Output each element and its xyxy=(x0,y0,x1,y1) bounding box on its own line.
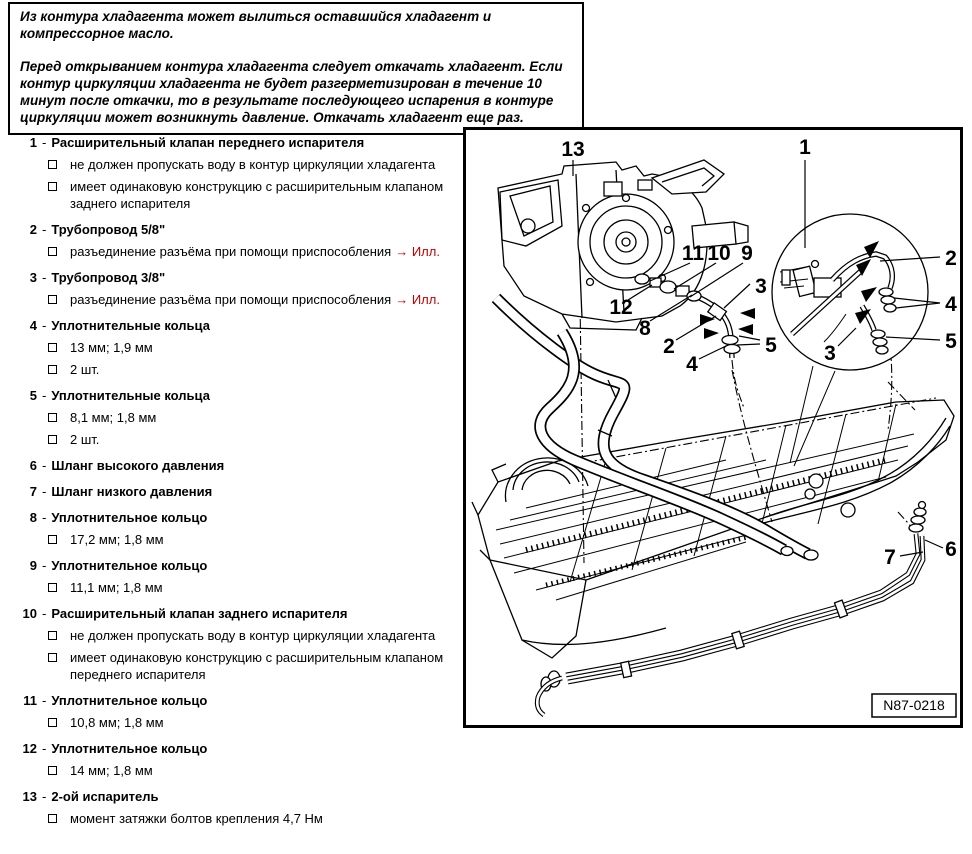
item-subs xyxy=(20,762,458,779)
item-subs xyxy=(20,339,458,378)
item-title: Шланг высокого давления xyxy=(51,458,225,473)
parts-list-item xyxy=(20,788,458,827)
callout-13: 13 xyxy=(561,138,585,161)
item-subs xyxy=(20,579,458,596)
item-title: Уплотнительное кольцо xyxy=(51,693,208,708)
callout-3-detail: 3 xyxy=(824,342,836,365)
square-bullet-icon xyxy=(48,160,57,169)
square-bullet-icon xyxy=(48,583,57,592)
item-number: 9 xyxy=(29,558,37,573)
item-head xyxy=(20,557,458,574)
callout-2-detail: 2 xyxy=(945,247,957,270)
parts-list-item xyxy=(20,317,458,378)
item-head xyxy=(20,269,458,286)
callout-7: 7 xyxy=(884,546,896,569)
item-dash: - xyxy=(42,510,47,525)
sub-text: имеет одинаковую конструкцию с расширительным клапаном заднего испарителя xyxy=(70,179,444,211)
item-dash: - xyxy=(42,606,47,621)
parts-list-item xyxy=(20,692,458,731)
item-dash: - xyxy=(42,693,47,708)
callout-8: 8 xyxy=(639,317,651,340)
sub-item xyxy=(48,531,458,548)
item-dash: - xyxy=(42,270,47,285)
item-subs xyxy=(20,409,458,448)
item-head xyxy=(20,692,458,709)
item-number: 11 xyxy=(23,693,37,708)
item-dash: - xyxy=(42,318,47,333)
parts-list-item xyxy=(20,605,458,683)
item-head xyxy=(20,134,458,151)
callout-9: 9 xyxy=(741,242,753,265)
item-number: 3 xyxy=(29,270,37,285)
item-number: 6 xyxy=(29,458,37,473)
item-number: 12 xyxy=(22,741,37,756)
item-number: 2 xyxy=(29,222,37,237)
ac-system-diagram xyxy=(466,130,960,725)
sub-item xyxy=(48,243,458,260)
parts-list-item xyxy=(20,221,458,260)
item-title: Уплотнительные кольца xyxy=(51,318,210,333)
square-bullet-icon xyxy=(48,247,57,256)
item-dash: - xyxy=(42,789,47,804)
item-subs xyxy=(20,627,458,683)
figure-id-box xyxy=(872,694,956,717)
parts-list-item xyxy=(20,557,458,596)
sub-text: 11,1 мм; 1,8 мм xyxy=(70,580,163,595)
sub-text: имеет одинаковую конструкцию с расширительным клапаном переднего испарителя xyxy=(70,650,444,682)
item-dash: - xyxy=(42,558,47,573)
bottom-pipes xyxy=(537,502,926,716)
item-title: Шланг низкого давления xyxy=(51,484,213,499)
item-dash: - xyxy=(42,484,47,499)
item-head xyxy=(20,788,458,805)
sub-text: 8,1 мм; 1,8 мм xyxy=(70,410,157,425)
item-title: Расширительный клапан заднего испарителя xyxy=(51,606,348,621)
item-number: 13 xyxy=(22,789,37,804)
sub-item xyxy=(48,762,458,779)
parts-list-item xyxy=(20,509,458,548)
sub-text: 14 мм; 1,8 мм xyxy=(70,763,153,778)
callout-3: 3 xyxy=(755,275,767,298)
square-bullet-icon xyxy=(48,766,57,775)
item-head xyxy=(20,483,458,500)
figure-id-label: N87-0218 xyxy=(883,697,945,713)
sub-item xyxy=(48,431,458,448)
square-bullet-icon xyxy=(48,718,57,727)
item-title: Расширительный клапан переднего испарителя xyxy=(51,135,365,150)
item-subs xyxy=(20,156,458,212)
item-title: Уплотнительное кольцо xyxy=(51,510,208,525)
item-head xyxy=(20,605,458,622)
sub-item xyxy=(48,339,458,356)
item-title: Трубопровод 3/8" xyxy=(51,270,166,285)
warning-note-box xyxy=(8,2,584,135)
parts-list-item xyxy=(20,269,458,308)
callout-5-detail: 5 xyxy=(945,330,957,353)
sub-item xyxy=(48,178,458,212)
callout-1: 1 xyxy=(799,136,811,159)
sub-text: разъединение разъёма при помощи приспособления xyxy=(70,292,392,307)
callout-2: 2 xyxy=(663,335,675,358)
item-title: 2-ой испаритель xyxy=(51,789,159,804)
item-title: Трубопровод 5/8" xyxy=(51,222,166,237)
sub-item xyxy=(48,361,458,378)
item-dash: - xyxy=(42,135,47,150)
item-head xyxy=(20,387,458,404)
item-title: Уплотнительные кольца xyxy=(51,388,210,403)
item-title: Уплотнительное кольцо xyxy=(51,558,208,573)
square-bullet-icon xyxy=(48,413,57,422)
parts-list-item xyxy=(20,457,458,474)
sub-item xyxy=(48,579,458,596)
illustration-ref-link[interactable]: → Илл. xyxy=(395,244,440,259)
item-number: 1 xyxy=(29,135,37,150)
item-subs xyxy=(20,291,458,308)
detail-circle xyxy=(772,214,928,466)
square-bullet-icon xyxy=(48,343,57,352)
parts-list xyxy=(20,128,458,827)
callout-6: 6 xyxy=(945,538,957,561)
square-bullet-icon xyxy=(48,295,57,304)
parts-list-item xyxy=(20,483,458,500)
item-head xyxy=(20,221,458,238)
sub-text: не должен пропускать воду в контур циркуляции хладагента xyxy=(70,628,436,643)
note-paragraph-2: Перед открыванием контура хладагента следует откачать хладагент. Если контур циркуляции хладагента не будет разгерметизирован в течение 10 минут после откачки, то в результате последующего испарения в контуре циркуляции может возникнуть давление. Откачать хладагент еще раз. xyxy=(20,59,563,125)
sub-item xyxy=(48,714,458,731)
sub-item xyxy=(48,627,458,644)
sub-text: 13 мм; 1,9 мм xyxy=(70,340,153,355)
callout-5: 5 xyxy=(765,334,777,357)
square-bullet-icon xyxy=(48,535,57,544)
sub-text: 17,2 мм; 1,8 мм xyxy=(70,532,164,547)
item-subs xyxy=(20,714,458,731)
sub-text: разъединение разъёма при помощи приспособления xyxy=(70,244,392,259)
item-number: 7 xyxy=(29,484,37,499)
callout-12: 12 xyxy=(609,296,633,319)
square-bullet-icon xyxy=(48,365,57,374)
item-number: 4 xyxy=(29,318,37,333)
illustration-ref-link[interactable]: → Илл. xyxy=(395,292,440,307)
item-subs xyxy=(20,810,458,827)
sub-item xyxy=(48,649,458,683)
callout-11: 11 xyxy=(681,242,705,265)
item-head xyxy=(20,740,458,757)
item-dash: - xyxy=(42,741,47,756)
item-number: 10 xyxy=(22,606,37,621)
sub-text: 2 шт. xyxy=(70,432,100,447)
square-bullet-icon xyxy=(48,435,57,444)
item-dash: - xyxy=(42,388,47,403)
square-bullet-icon xyxy=(48,653,57,662)
callout-10: 10 xyxy=(707,242,731,265)
item-dash: - xyxy=(42,458,47,473)
square-bullet-icon xyxy=(48,182,57,191)
parts-list-item xyxy=(20,740,458,779)
sub-text: 2 шт. xyxy=(70,362,100,377)
item-head xyxy=(20,317,458,334)
sub-text: момент затяжки болтов крепления 4,7 Нм xyxy=(70,811,323,826)
parts-list-item xyxy=(20,387,458,448)
note-paragraph-1: Из контура хладагента может вылиться оставшийся хладагент и компрессорное масло. xyxy=(20,9,492,41)
item-dash: - xyxy=(42,222,47,237)
item-title: Уплотнительное кольцо xyxy=(51,741,208,756)
item-head xyxy=(20,457,458,474)
square-bullet-icon xyxy=(48,631,57,640)
square-bullet-icon xyxy=(48,814,57,823)
item-number: 5 xyxy=(29,388,37,403)
sub-item xyxy=(48,291,458,308)
sub-text: 10,8 мм; 1,8 мм xyxy=(70,715,164,730)
sub-item xyxy=(48,409,458,426)
sub-item xyxy=(48,810,458,827)
callout-4: 4 xyxy=(686,353,698,376)
parts-list-item xyxy=(20,134,458,212)
sub-text: не должен пропускать воду в контур циркуляции хладагента xyxy=(70,157,436,172)
item-subs xyxy=(20,531,458,548)
sub-item xyxy=(48,156,458,173)
item-subs xyxy=(20,243,458,260)
diagram-panel xyxy=(463,127,963,728)
callout-4-detail: 4 xyxy=(945,293,957,316)
item-number: 8 xyxy=(29,510,37,525)
item-head xyxy=(20,509,458,526)
